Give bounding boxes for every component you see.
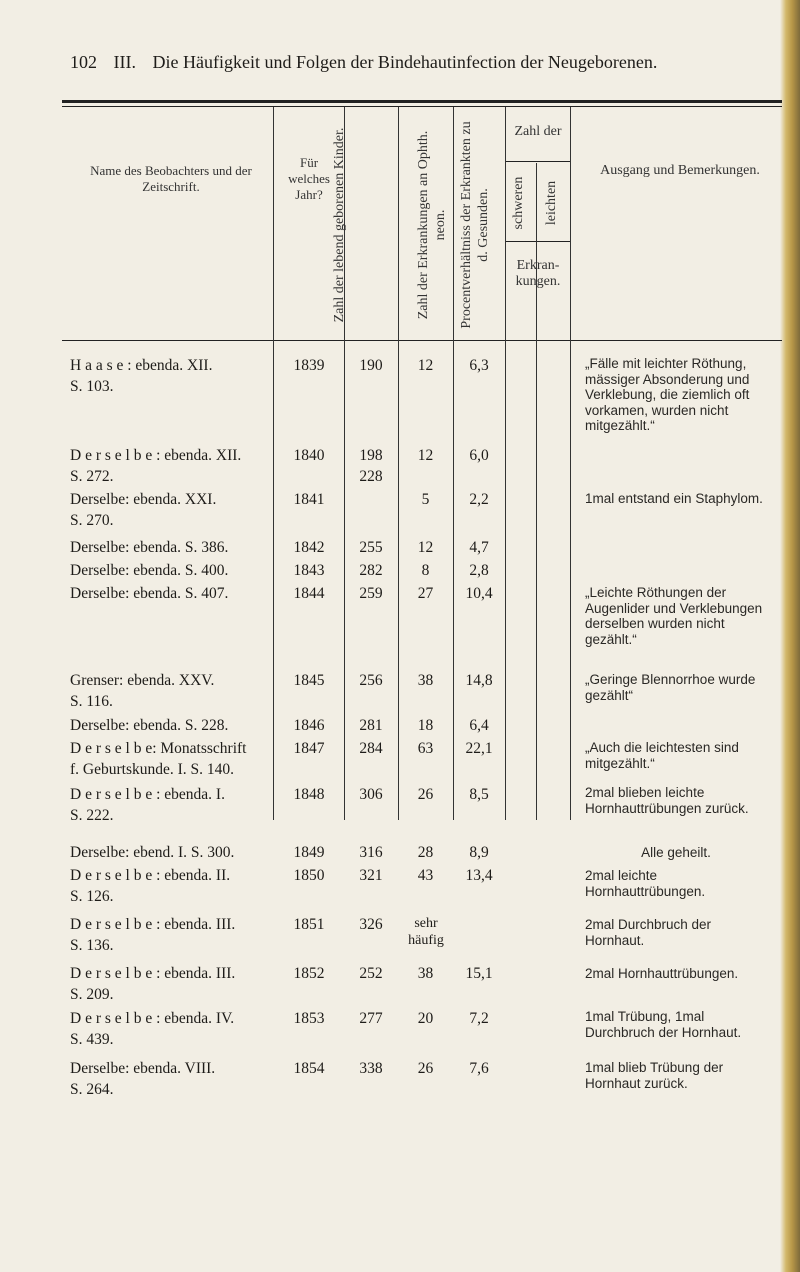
row-5-percent: 2,8 bbox=[469, 562, 489, 579]
header-severe: schweren bbox=[511, 176, 526, 230]
row-6-percent: 10,4 bbox=[465, 585, 493, 602]
row-3-note: 1mal entstand ein Staphylom. bbox=[585, 491, 763, 506]
chapter-title: Die Häufigkeit und Folgen der Bindehautinfection der Neugeborenen. bbox=[152, 52, 658, 72]
row-13-name: D e r s e l b e : ebenda. III. bbox=[70, 916, 236, 933]
running-head bbox=[70, 52, 657, 73]
row-12-note: 2mal leichte Hornhauttrübungen. bbox=[585, 868, 706, 899]
header-year: Für welches Jahr? bbox=[288, 155, 330, 202]
row-1-cases: 12 bbox=[417, 357, 434, 374]
row-15-name: D e r s e l b e : ebenda. IV. bbox=[70, 1010, 235, 1027]
row-15-cases: 20 bbox=[417, 1010, 434, 1027]
row-15-page: S. 439. bbox=[70, 1031, 114, 1048]
row-15-percent: 7,2 bbox=[469, 1010, 489, 1027]
row-12-year: 1850 bbox=[293, 867, 325, 884]
header-outcome: Ausgang und Bemerkungen. bbox=[600, 163, 760, 178]
row-7-percent: 14,8 bbox=[465, 672, 493, 689]
col-divider-1 bbox=[273, 107, 274, 820]
row-13-year: 1851 bbox=[293, 916, 325, 933]
row-13-births: 326 bbox=[359, 916, 383, 933]
row-10-cases: 26 bbox=[417, 786, 434, 803]
row-16-cases: 26 bbox=[417, 1060, 434, 1077]
row-14-name: D e r s e l b e : ebenda. III. bbox=[70, 965, 236, 982]
row-4-cases: 12 bbox=[417, 539, 434, 556]
row-16-note: 1mal blieb Trübung der Hornhaut zurück. bbox=[585, 1060, 724, 1091]
row-6-cases: 27 bbox=[417, 585, 434, 602]
row-11-cases: 28 bbox=[417, 844, 434, 861]
row-1-births: 190 bbox=[359, 357, 383, 374]
row-9-cases: 63 bbox=[417, 740, 434, 757]
row-12-cases: 43 bbox=[417, 867, 434, 884]
row-4-name: Derselbe: ebenda. S. 386. bbox=[70, 539, 229, 556]
row-7-note: „Geringe Blennorrhoe wurde gezählt“ bbox=[585, 672, 756, 703]
row-9-note: „Auch die leichtesten sind mitgezählt.“ bbox=[585, 740, 739, 771]
row-1-page: S. 103. bbox=[70, 378, 114, 395]
row-5-births: 282 bbox=[359, 562, 383, 579]
table-top-rule bbox=[62, 100, 782, 103]
row-15-note: 1mal Trübung, 1mal Durchbruch der Hornhaut. bbox=[585, 1009, 742, 1040]
row-10-page: S. 222. bbox=[70, 807, 114, 824]
row-11-year: 1849 bbox=[293, 844, 325, 861]
row-10-note: 2mal blieben leichte Hornhauttrübungen zurück. bbox=[585, 785, 749, 816]
row-16-percent: 7,6 bbox=[469, 1060, 489, 1077]
table-top-rule-thin bbox=[62, 106, 782, 107]
row-8-name: Derselbe: ebenda. S. 228. bbox=[70, 717, 229, 734]
row-1-year: 1839 bbox=[293, 357, 325, 374]
row-11-name: Derselbe: ebend. I. S. 300. bbox=[70, 844, 235, 861]
row-10-births: 306 bbox=[359, 786, 383, 803]
row-13-cases: sehr häufig bbox=[408, 916, 444, 948]
row-7-year: 1845 bbox=[293, 672, 325, 689]
header-mild: leichten bbox=[544, 180, 559, 226]
page-number: 102 bbox=[70, 52, 97, 72]
row-15-year: 1853 bbox=[293, 1010, 325, 1027]
row-6-births: 259 bbox=[359, 585, 383, 602]
row-12-page: S. 126. bbox=[70, 888, 114, 905]
row-16-year: 1854 bbox=[293, 1060, 325, 1077]
row-1-note: „Fälle mit leichter Röthung, mässiger Absonderung und Verklebung, die ziemlich oft vorkamen, wurden nicht mitgezählt.“ bbox=[585, 356, 750, 433]
row-13-note: 2mal Durchbruch der Hornhaut. bbox=[585, 917, 712, 948]
row-2-births-extra: 228 bbox=[359, 468, 383, 485]
row-2-year: 1840 bbox=[293, 447, 325, 464]
row-6-note: „Leichte Röthungen der Augenlider und Verklebungen derselben wurden nicht gezählt.“ bbox=[585, 585, 763, 647]
row-10-percent: 8,5 bbox=[469, 786, 489, 803]
row-7-births: 256 bbox=[359, 672, 383, 689]
row-16-births: 338 bbox=[359, 1060, 383, 1077]
row-5-cases: 8 bbox=[421, 562, 430, 579]
row-2-page: S. 272. bbox=[70, 468, 114, 485]
zahl-der-rule bbox=[505, 161, 570, 162]
header-cases: Zahl der Erkrankungen an Ophth. neon. bbox=[416, 130, 448, 320]
row-9-page: f. Geburtskunde. I. S. 140. bbox=[70, 761, 235, 778]
row-3-percent: 2,2 bbox=[469, 491, 489, 508]
row-8-percent: 6,4 bbox=[469, 717, 489, 734]
row-5-name: Derselbe: ebenda. S. 400. bbox=[70, 562, 229, 579]
row-9-name: D e r s e l b e: Monatsschrift bbox=[70, 740, 247, 757]
row-10-year: 1848 bbox=[293, 786, 325, 803]
col-divider-7 bbox=[570, 107, 571, 820]
row-8-births: 281 bbox=[359, 717, 383, 734]
row-2-cases: 12 bbox=[417, 447, 434, 464]
header-bottom-rule bbox=[62, 340, 782, 341]
row-8-year: 1846 bbox=[293, 717, 325, 734]
row-6-year: 1844 bbox=[293, 585, 325, 602]
header-name: Name des Beobachters und der Zeitschrift. bbox=[90, 163, 252, 194]
row-2-percent: 6,0 bbox=[469, 447, 489, 464]
page-edge-shadow bbox=[780, 0, 800, 1272]
row-8-cases: 18 bbox=[417, 717, 434, 734]
row-7-cases: 38 bbox=[417, 672, 434, 689]
header-erkrankungen: Erkran- kungen. bbox=[515, 258, 561, 289]
header-births: Zahl der lebend geborenen Kinder. bbox=[332, 127, 347, 323]
row-14-note: 2mal Hornhauttrübungen. bbox=[585, 966, 739, 981]
row-3-page: S. 270. bbox=[70, 512, 114, 529]
row-11-births: 316 bbox=[359, 844, 383, 861]
row-3-name: Derselbe: ebenda. XXI. bbox=[70, 491, 217, 508]
row-14-year: 1852 bbox=[293, 965, 325, 982]
header-percent: Procentverhältniss der Erkrankten zu d. Gesunden. bbox=[459, 121, 491, 329]
row-9-births: 284 bbox=[359, 740, 383, 757]
row-3-cases: 5 bbox=[421, 491, 430, 508]
row-11-percent: 8,9 bbox=[469, 844, 489, 861]
row-14-page: S. 209. bbox=[70, 986, 114, 1003]
row-9-percent: 22,1 bbox=[465, 740, 493, 757]
header-zahl-der: Zahl der bbox=[514, 124, 562, 139]
col-divider-5 bbox=[505, 107, 506, 820]
row-9-year: 1847 bbox=[293, 740, 325, 757]
row-6-name: Derselbe: ebenda. S. 407. bbox=[70, 585, 229, 602]
row-1-name: H a a s e : ebenda. XII. bbox=[70, 357, 213, 374]
row-15-births: 277 bbox=[359, 1010, 383, 1027]
row-16-name: Derselbe: ebenda. VIII. bbox=[70, 1060, 216, 1077]
row-12-name: D e r s e l b e : ebenda. II. bbox=[70, 867, 231, 884]
row-2-births: 198 bbox=[359, 447, 383, 464]
row-4-percent: 4,7 bbox=[469, 539, 489, 556]
row-7-page: S. 116. bbox=[70, 693, 113, 710]
row-1-percent: 6,3 bbox=[469, 357, 489, 374]
row-12-births: 321 bbox=[359, 867, 383, 884]
row-4-births: 255 bbox=[359, 539, 383, 556]
row-3-year: 1841 bbox=[293, 491, 325, 508]
row-4-year: 1842 bbox=[293, 539, 325, 556]
row-14-births: 252 bbox=[359, 965, 383, 982]
chapter-number: III. bbox=[113, 52, 136, 72]
row-10-name: D e r s e l b e : ebenda. I. bbox=[70, 786, 225, 803]
row-14-cases: 38 bbox=[417, 965, 434, 982]
row-5-year: 1843 bbox=[293, 562, 325, 579]
row-12-percent: 13,4 bbox=[465, 867, 493, 884]
row-2-name: D e r s e l b e : ebenda. XII. bbox=[70, 447, 242, 464]
row-16-page: S. 264. bbox=[70, 1081, 114, 1098]
row-11-note: Alle geheilt. bbox=[641, 845, 711, 860]
row-13-page: S. 136. bbox=[70, 937, 114, 954]
row-7-name: Grenser: ebenda. XXV. bbox=[70, 672, 215, 689]
row-14-percent: 15,1 bbox=[465, 965, 493, 982]
